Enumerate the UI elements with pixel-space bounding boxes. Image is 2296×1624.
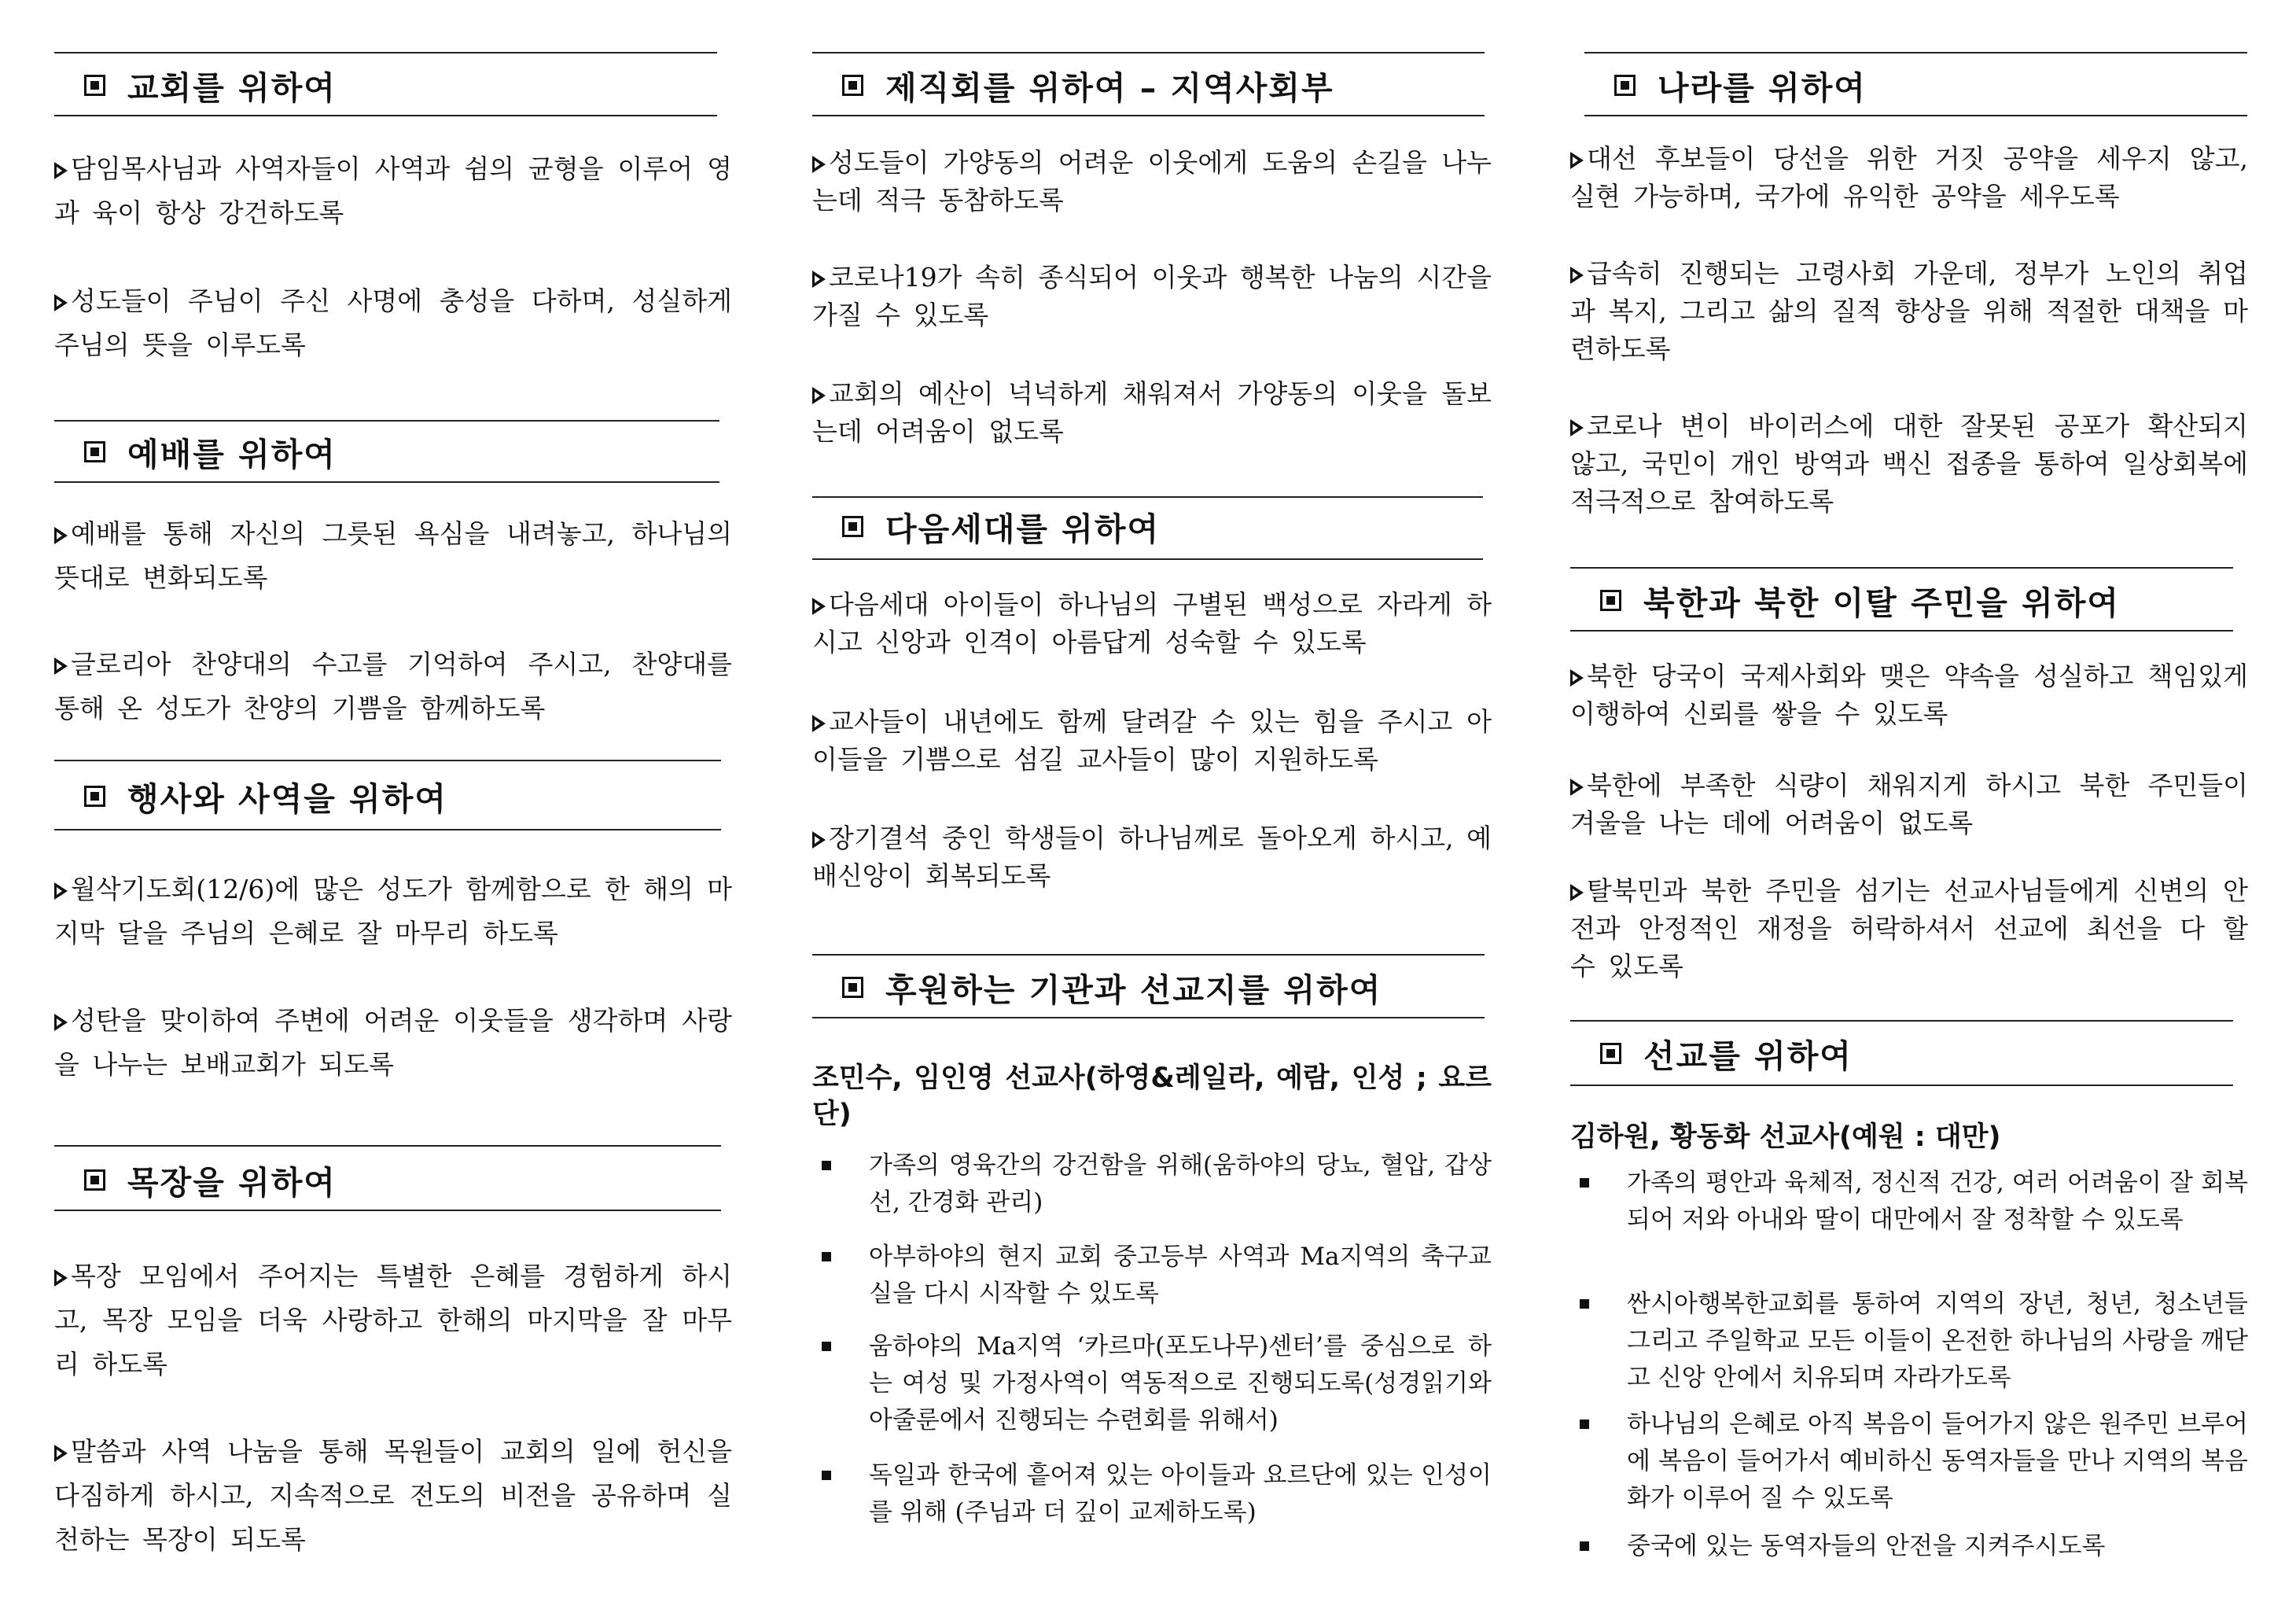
divider <box>812 496 1483 498</box>
divider <box>54 115 717 116</box>
square-bullet-icon <box>1600 1043 1621 1064</box>
square-bullet-icon <box>84 786 105 807</box>
square-bullet-icon <box>842 75 863 96</box>
divider <box>1570 567 2233 569</box>
section-header-next-generation <box>842 505 1160 547</box>
prayer-text: 북한 당국이 국제사회와 맺은 약속을 성실하고 책임있게 이행하여 신뢰를 쌓을 수 있도록 <box>1570 661 2248 729</box>
bullet-square-icon <box>1580 1541 1589 1551</box>
section-header-deacons <box>842 64 1334 106</box>
triangle-icon <box>1570 669 1584 687</box>
square-bullet-icon <box>84 441 105 462</box>
triangle-icon <box>54 1269 68 1287</box>
triangle-icon <box>812 271 826 288</box>
bullet-item <box>1570 1406 2248 1517</box>
section-header-cell <box>84 1158 337 1201</box>
section-header-worship <box>84 430 337 473</box>
triangle-icon <box>54 882 68 900</box>
prayer-text: 대선 후보들이 당선을 위한 거짓 공약을 세우지 않고, 실현 가능하며, 국가에 유익한 공약을 세우도록 <box>1570 143 2248 212</box>
prayer-item <box>812 703 1492 779</box>
divider <box>54 1210 721 1211</box>
triangle-icon <box>1570 152 1584 169</box>
square-bullet-icon <box>1600 590 1621 611</box>
prayer-text: 말씀과 사역 나눔을 통해 목원들이 교회의 일에 헌신을 다짐하게 하시고, 지속적으로 전도의 비전을 공유하며 실천하는 목장이 되도록 <box>54 1436 732 1555</box>
section-header-events <box>84 775 447 817</box>
bullet-square-icon <box>822 1342 831 1351</box>
divider <box>54 420 719 422</box>
triangle-icon <box>54 1014 68 1031</box>
divider <box>812 954 1485 956</box>
bullet-square-icon <box>822 1252 831 1261</box>
bullet-item <box>812 1147 1492 1221</box>
bullet-item <box>812 1457 1492 1531</box>
divider <box>1570 630 2233 632</box>
prayer-text: 코로나19가 속히 종식되어 이웃과 행복한 나눔의 시간을 가질 수 있도록 <box>812 262 1492 330</box>
prayer-item <box>1570 407 2248 521</box>
bullet-text: 하나님의 은혜로 아직 복음이 들어가지 않은 원주민 브루어에 복음이 들어가서 예비하신 동역자들을 만나 지역의 복음화가 이루어 질 수 있도록 <box>1627 1410 2248 1512</box>
bullet-item <box>1570 1528 2248 1565</box>
bullet-square-icon <box>1580 1420 1589 1429</box>
right-column <box>1570 0 2248 1624</box>
square-bullet-icon <box>1614 75 1636 96</box>
section-header-missions-support <box>842 966 1382 1008</box>
square-bullet-icon <box>842 516 863 537</box>
prayer-item <box>812 144 1492 219</box>
divider <box>812 558 1483 560</box>
prayer-text: 성도들이 주님이 주신 사명에 충성을 다하며, 성실하게 주님의 뜻을 이루도록 <box>54 285 732 360</box>
section-title: 다음세대를 위하여 <box>885 510 1161 548</box>
prayer-item <box>812 259 1492 334</box>
prayer-item <box>54 147 732 235</box>
section-title: 북한과 북한 이탈 주민을 위하여 <box>1643 584 2120 622</box>
prayer-item <box>1570 657 2248 733</box>
triangle-icon <box>812 598 826 615</box>
triangle-icon <box>1570 267 1584 284</box>
bullet-text: 가족의 영육간의 강건함을 위해(움하야의 당뇨, 혈압, 갑상선, 간경화 관리) <box>869 1151 1492 1217</box>
prayer-text: 장기결석 중인 학생들이 하나님께로 돌아오게 하시고, 예배신앙이 회복되도록 <box>812 823 1492 891</box>
divider <box>812 52 1485 53</box>
prayer-text: 교회의 예산이 넉넉하게 채워져서 가양동의 이웃을 돌보는데 어려움이 없도록 <box>812 378 1492 447</box>
divider <box>1570 1020 2233 1022</box>
section-header-church <box>84 64 337 106</box>
bullet-item <box>812 1328 1492 1439</box>
prayer-text: 글로리아 찬양대의 수고를 기억하여 주시고, 찬양대를 통해 온 성도가 찬양의 기쁨을 함께하도록 <box>54 649 732 724</box>
prayer-item <box>54 279 732 367</box>
bullet-square-icon <box>1580 1178 1589 1188</box>
prayer-item <box>812 375 1492 451</box>
prayer-item <box>1570 140 2248 215</box>
bullet-square-icon <box>1580 1299 1589 1309</box>
prayer-item <box>812 586 1492 661</box>
section-header-nation <box>1614 64 1867 106</box>
divider <box>1584 115 2247 116</box>
prayer-item <box>54 512 732 600</box>
triangle-icon <box>1570 419 1584 436</box>
prayer-item <box>1570 872 2248 985</box>
prayer-item <box>54 999 732 1087</box>
prayer-item <box>1570 767 2248 842</box>
section-title: 제직회를 위하여 – 지역사회부 <box>885 68 1334 107</box>
prayer-item <box>54 867 732 956</box>
prayer-text: 월삭기도회(12/6)에 많은 성도가 함께함으로 한 해의 마지막 달을 주님의 은혜로 잘 마무리 하도록 <box>54 874 732 948</box>
left-column <box>54 0 732 1624</box>
bullet-text: 중국에 있는 동역자들의 안전을 지켜주시도록 <box>1627 1532 2106 1560</box>
divider <box>54 829 721 830</box>
divider <box>54 52 717 53</box>
section-header-missions <box>1600 1032 1853 1074</box>
triangle-icon <box>812 831 826 849</box>
triangle-icon <box>812 715 826 732</box>
triangle-icon <box>812 387 826 404</box>
prayer-text: 북한에 부족한 식량이 채워지게 하시고 북한 주민들이 겨울을 나는 데에 어려움이 없도록 <box>1570 770 2248 838</box>
divider <box>1584 52 2247 53</box>
bullet-text: 움하야의 Ma지역 ‘카르마(포도나무)센터’를 중심으로 하는 여성 및 가정사역이 역동적으로 진행되도록(성경읽기와 아줄룬에서 진행되는 수련회를 위해서) <box>869 1332 1492 1434</box>
section-header-north-korea <box>1600 579 2120 621</box>
section-title: 예배를 위하여 <box>127 435 337 473</box>
section-title: 나라를 위하여 <box>1658 68 1867 107</box>
triangle-icon <box>1570 779 1584 796</box>
prayer-item <box>54 1254 732 1386</box>
divider <box>54 760 721 761</box>
triangle-icon <box>54 294 68 311</box>
prayer-text: 담임목사님과 사역자들이 사역과 쉼의 균형을 이루어 영과 육이 항상 강건하도록 <box>54 153 732 228</box>
prayer-text: 급속히 진행되는 고령사회 가운데, 정부가 노인의 취업과 복지, 그리고 삶의 질적 향상을 위해 적절한 대책을 마련하도록 <box>1570 258 2248 364</box>
bullet-square-icon <box>822 1471 831 1480</box>
prayer-text: 다음세대 아이들이 하나님의 구별된 백성으로 자라게 하시고 신앙과 인격이 아름답게 성숙할 수 있도록 <box>812 589 1492 657</box>
section-title: 선교를 위하여 <box>1643 1037 1853 1075</box>
prayer-text: 교사들이 내년에도 함께 달려갈 수 있는 힘을 주시고 아이들을 기쁨으로 섬길 교사들이 많이 지원하도록 <box>812 706 1492 775</box>
square-bullet-icon <box>84 75 105 96</box>
triangle-icon <box>1570 884 1584 901</box>
prayer-item <box>54 1430 732 1562</box>
bullet-item <box>1570 1286 2248 1397</box>
bullet-text: 가족의 평안과 육체적, 정신적 건강, 여러 어려움이 잘 회복되어 저와 아내와 딸이 대만에서 잘 정착할 수 있도록 <box>1627 1169 2248 1234</box>
prayer-text: 탈북민과 북한 주민을 섬기는 선교사님들에게 신변의 안전과 안정적인 재정을 허락하셔서 선교에 최선을 다 할 수 있도록 <box>1570 875 2248 981</box>
divider <box>54 481 719 483</box>
divider <box>812 1017 1485 1018</box>
divider <box>812 115 1485 116</box>
triangle-icon <box>54 1445 68 1462</box>
section-title: 교회를 위하여 <box>127 68 337 107</box>
section-title: 목장을 위하여 <box>127 1163 337 1202</box>
bullet-square-icon <box>822 1161 831 1170</box>
missionary-name: 김하원, 황동화 선교사(예원 : 대만) <box>1570 1121 2001 1153</box>
triangle-icon <box>54 527 68 544</box>
prayer-text: 코로나 변이 바이러스에 대한 잘못된 공포가 확산되지 않고, 국민이 개인 방역과 백신 접종을 통하여 일상회복에 적극적으로 참여하도록 <box>1570 411 2248 517</box>
triangle-icon <box>812 156 826 173</box>
bullet-text: 독일과 한국에 흩어져 있는 아이들과 요르단에 있는 인성이를 위해 (주님과 더 깊이 교제하도록) <box>869 1461 1492 1526</box>
prayer-text: 목장 모임에서 주어지는 특별한 은혜를 경험하게 하시고, 목장 모임을 더욱 사랑하고 한해의 마지막을 잘 마무리 하도록 <box>54 1261 732 1379</box>
prayer-item <box>812 819 1492 895</box>
triangle-icon <box>54 162 68 179</box>
section-title: 행사와 사역을 위하여 <box>127 779 448 818</box>
divider <box>54 1145 721 1147</box>
prayer-text: 성도들이 가양동의 어려운 이웃에게 도움의 손길을 나누는데 적극 동참하도록 <box>812 147 1492 215</box>
divider <box>1570 1085 2233 1086</box>
middle-column <box>812 0 1492 1624</box>
prayer-text: 성탄을 맞이하여 주변에 어려운 이웃들을 생각하며 사랑을 나누는 보배교회가 되도록 <box>54 1005 732 1080</box>
bullet-text: 싼시아행복한교회를 통하여 지역의 장년, 청년, 청소년들 그리고 주일학교 모든 이들이 온전한 하나님의 사랑을 깨닫고 신앙 안에서 치유되며 자라가도록 <box>1627 1290 2248 1392</box>
triangle-icon <box>54 657 68 675</box>
prayer-item <box>1570 255 2248 368</box>
square-bullet-icon <box>842 977 863 998</box>
missionary-name: 조민수, 임인영 선교사(하영&레일라, 예람, 인성 ; 요르단) <box>812 1062 1492 1130</box>
bullet-item <box>1570 1165 2248 1239</box>
bullet-item <box>812 1239 1492 1313</box>
prayer-text: 예배를 통해 자신의 그릇된 욕심을 내려놓고, 하나님의 뜻대로 변화되도록 <box>54 518 732 593</box>
prayer-item <box>54 643 732 731</box>
square-bullet-icon <box>84 1169 105 1191</box>
bullet-text: 아부하야의 현지 교회 중고등부 사역과 Ma지역의 축구교실을 다시 시작할 수 있도록 <box>869 1243 1492 1308</box>
section-title: 후원하는 기관과 선교지를 위하여 <box>885 970 1382 1009</box>
